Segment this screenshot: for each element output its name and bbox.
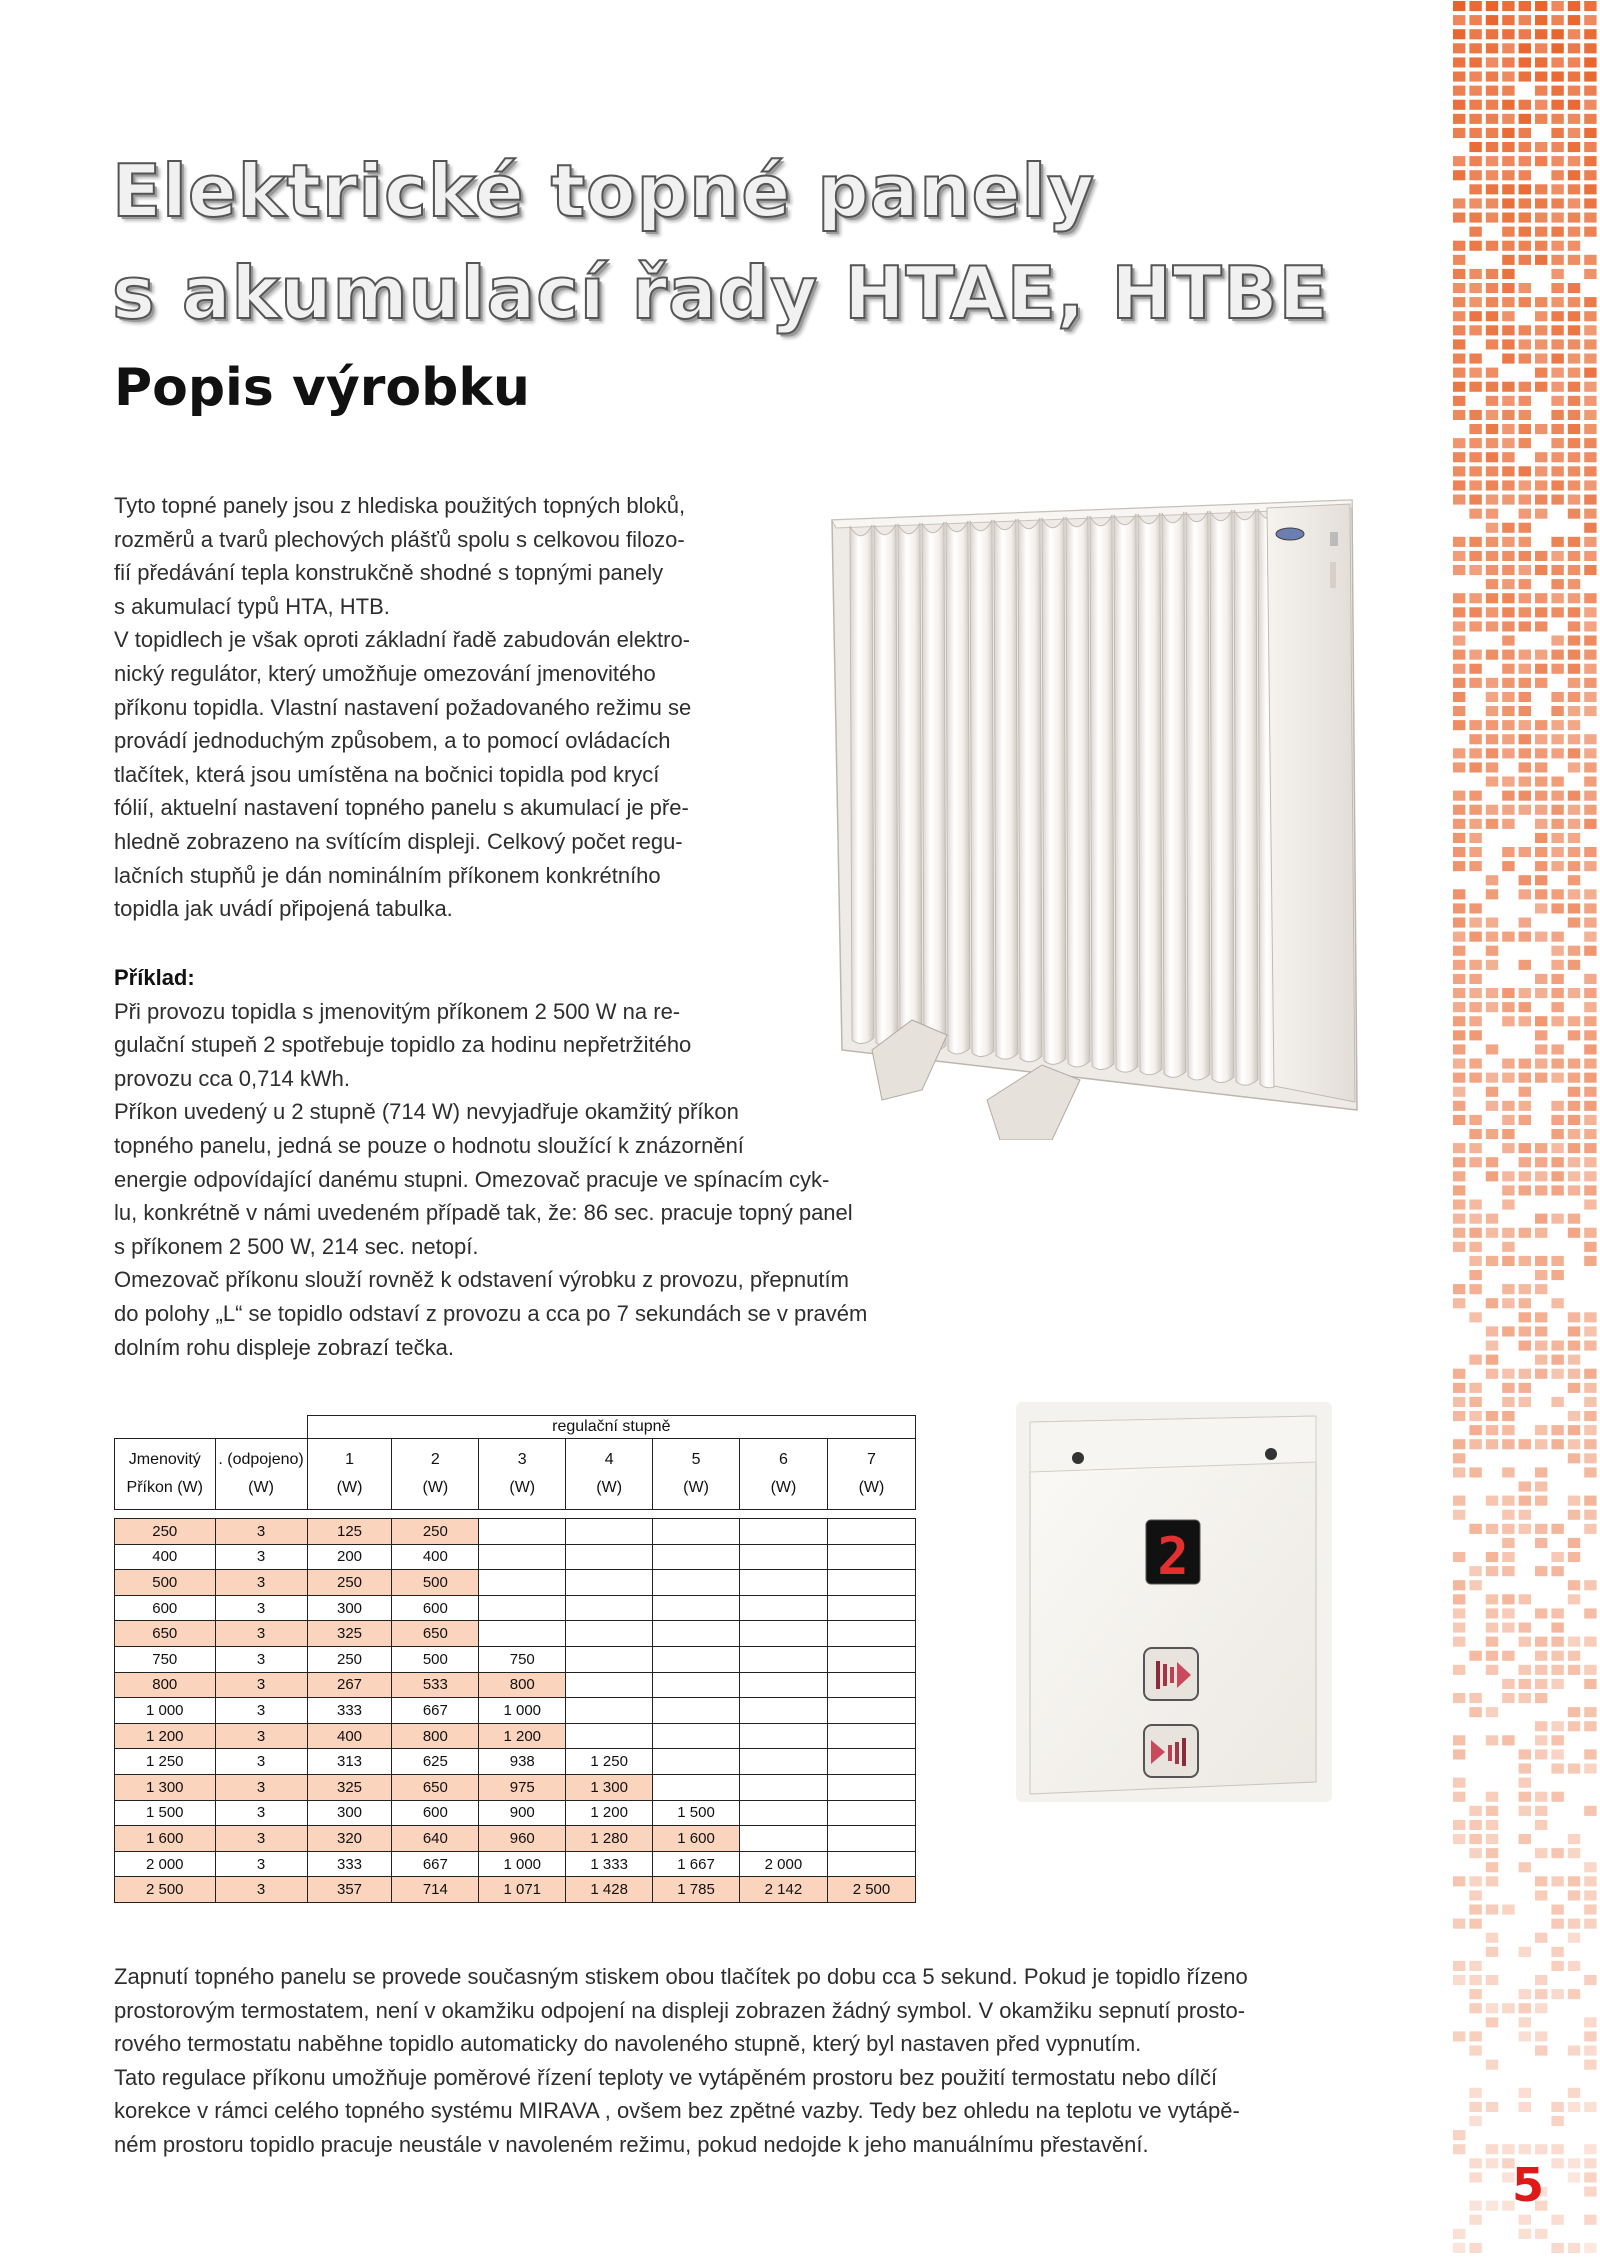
table-cell xyxy=(566,1723,653,1749)
example-line: gulační stupeň 2 spotřebuje topidlo za hodinu nepřetržitého xyxy=(114,1032,692,1058)
table-cell: 600 xyxy=(392,1595,479,1621)
table-cell: 400 xyxy=(307,1723,392,1749)
table-row xyxy=(115,1595,916,1621)
column-header-text: (W) xyxy=(858,1479,885,1496)
radiator-fin xyxy=(994,519,1018,1059)
table-cell: 1 280 xyxy=(566,1826,653,1852)
table-cell xyxy=(739,1826,827,1852)
table-cell: 650 xyxy=(115,1621,216,1647)
title-line-2: s akumulací řady HTAE, HTBE xyxy=(112,251,1329,335)
table-cell: 1 600 xyxy=(115,1826,216,1852)
table-row xyxy=(115,1646,916,1672)
table-cell xyxy=(739,1621,827,1647)
table-cell xyxy=(739,1646,827,1672)
column-header-text: . (odpojeno) xyxy=(218,1451,304,1468)
table-cell: 3 xyxy=(215,1877,307,1903)
table-cell xyxy=(739,1519,827,1545)
table-cell: 3 xyxy=(215,1544,307,1570)
radiator-fin xyxy=(1042,517,1066,1064)
table-cell: 1 785 xyxy=(653,1877,740,1903)
table-cell: 800 xyxy=(479,1672,566,1698)
table-cell: 333 xyxy=(307,1851,392,1877)
table-cell xyxy=(827,1595,915,1621)
intro-line: lačních stupňů je dán nominálním příkonem konkrétního xyxy=(114,862,661,888)
table-cell: 3 xyxy=(215,1723,307,1749)
table-cell xyxy=(827,1698,915,1724)
table-cell: 325 xyxy=(307,1621,392,1647)
table-cell: 1 071 xyxy=(479,1877,566,1903)
table-row xyxy=(115,1723,916,1749)
example-line: s příkonem 2 500 W, 214 sec. netopí. xyxy=(114,1233,479,1259)
intro-line: topidla jak uvádí připojená tabulka. xyxy=(114,896,453,922)
table-row xyxy=(115,1672,916,1698)
table-cell xyxy=(566,1519,653,1545)
table-row xyxy=(115,1621,916,1647)
decorative-mosaic-strip xyxy=(1452,0,1600,2263)
radiator-fin xyxy=(874,524,898,1046)
table-cell xyxy=(739,1723,827,1749)
table-cell: 625 xyxy=(392,1749,479,1775)
radiator-fin xyxy=(1066,516,1090,1067)
table-cell: 3 xyxy=(215,1672,307,1698)
radiator-fin xyxy=(946,521,970,1054)
table-cell: 714 xyxy=(392,1877,479,1903)
table-cell xyxy=(653,1672,740,1698)
table-cell: 3 xyxy=(215,1749,307,1775)
title-line-1: Elektrické topné panely xyxy=(112,149,1096,233)
table-cell: 400 xyxy=(115,1544,216,1570)
table-cell: 1 250 xyxy=(566,1749,653,1775)
table-cell: 800 xyxy=(115,1672,216,1698)
table-cell: 250 xyxy=(115,1519,216,1545)
table-cell: 1 000 xyxy=(479,1698,566,1724)
column-header-text: 5 xyxy=(691,1451,701,1468)
table-cell xyxy=(653,1621,740,1647)
table-cell xyxy=(827,1723,915,1749)
intro-line: nický regulátor, který umožňuje omezování jmenovitého xyxy=(114,660,656,686)
table-cell xyxy=(566,1570,653,1596)
column-header-text: 7 xyxy=(867,1451,876,1468)
column-header-text: (W) xyxy=(509,1479,536,1496)
table-cell xyxy=(479,1570,566,1596)
table-cell: 600 xyxy=(392,1800,479,1826)
table-cell: 1 300 xyxy=(115,1774,216,1800)
table-cell: 3 xyxy=(215,1621,307,1647)
table-cell xyxy=(827,1570,915,1596)
table-cell: 1 200 xyxy=(115,1723,216,1749)
table-cell: 320 xyxy=(307,1826,392,1852)
example-line: Příkon uvedený u 2 stupně (714 W) nevyjadřuje okamžitý příkon xyxy=(114,1099,739,1125)
column-header-text: (W) xyxy=(596,1479,623,1496)
column-header-text: (W) xyxy=(683,1479,709,1496)
display-digit: 2 xyxy=(1157,1527,1189,1587)
table-row xyxy=(115,1544,916,1570)
table-cell: 1 250 xyxy=(115,1749,216,1775)
table-cell: 1 333 xyxy=(566,1851,653,1877)
table-cell: 333 xyxy=(307,1698,392,1724)
column-header xyxy=(115,1439,216,1510)
table-cell: 3 xyxy=(215,1774,307,1800)
table-cell: 250 xyxy=(307,1646,392,1672)
table-cell: 1 000 xyxy=(479,1851,566,1877)
table-row xyxy=(115,1519,916,1545)
bottom-line: Tato regulace příkonu umožňuje poměrové řízení teploty ve vytápěném prostoru bez použití termostatu nebo dílčí xyxy=(114,2064,1218,2090)
group-header-regulation-steps: regulační stupně xyxy=(307,1416,915,1439)
table-cell: 1 200 xyxy=(479,1723,566,1749)
column-header-text: (W) xyxy=(422,1479,449,1496)
table-cell: 1 300 xyxy=(566,1774,653,1800)
table-cell: 3 xyxy=(215,1519,307,1545)
table-cell: 2 500 xyxy=(115,1877,216,1903)
column-header xyxy=(739,1439,827,1510)
table-cell: 3 xyxy=(215,1851,307,1877)
table-cell: 960 xyxy=(479,1826,566,1852)
table-cell xyxy=(566,1698,653,1724)
column-header-text: Příkon (W) xyxy=(126,1479,203,1496)
column-header-text: 1 xyxy=(345,1451,354,1468)
table-cell: 3 xyxy=(215,1800,307,1826)
table-row xyxy=(115,1800,916,1826)
table-cell: 3 xyxy=(215,1595,307,1621)
table-cell xyxy=(566,1672,653,1698)
table-cell xyxy=(739,1698,827,1724)
intro-line: provádí jednoduchým způsobem, a to pomocí ovládacích xyxy=(114,728,671,754)
table-cell xyxy=(827,1646,915,1672)
table-cell: 313 xyxy=(307,1749,392,1775)
example-heading: Příklad: xyxy=(114,965,195,990)
table-cell xyxy=(566,1544,653,1570)
radiator-fin xyxy=(1114,514,1138,1072)
intro-line: příkonu topidla. Vlastní nastavení požadovaného režimu se xyxy=(114,694,692,720)
table-cell: 900 xyxy=(479,1800,566,1826)
table-cell xyxy=(827,1519,915,1545)
column-header-text: (W) xyxy=(336,1479,363,1496)
table-cell: 975 xyxy=(479,1774,566,1800)
table-row xyxy=(115,1774,916,1800)
table-row xyxy=(115,1877,916,1903)
table-cell: 125 xyxy=(307,1519,392,1545)
radiator-fin xyxy=(1162,512,1186,1077)
table-cell: 325 xyxy=(307,1774,392,1800)
table-cell xyxy=(653,1749,740,1775)
bottom-line: rového termostatu naběhne topidlo automaticky do navoleného stupně, který byl nastaven před vypnutím. xyxy=(114,2031,1142,2057)
table-cell xyxy=(827,1621,915,1647)
table-cell: 2 000 xyxy=(739,1851,827,1877)
radiator-illustration xyxy=(812,490,1372,1140)
column-header-text: Jmenovitý xyxy=(128,1451,201,1468)
table-cell: 1 000 xyxy=(115,1698,216,1724)
intro-line: Tyto topné panely jsou z hlediska použitých topných bloků, xyxy=(114,493,686,518)
table-cell xyxy=(739,1570,827,1596)
table-cell: 200 xyxy=(307,1544,392,1570)
table-cell xyxy=(653,1698,740,1724)
table-cell xyxy=(566,1621,653,1647)
screw-icon xyxy=(1072,1452,1084,1464)
table-cell xyxy=(653,1570,740,1596)
radiator-fin xyxy=(1234,509,1258,1085)
radiator-fin xyxy=(1090,515,1114,1070)
table-cell xyxy=(479,1595,566,1621)
radiator-fin xyxy=(970,520,994,1057)
table-cell xyxy=(479,1519,566,1545)
column-header xyxy=(307,1439,392,1510)
table-cell xyxy=(739,1774,827,1800)
column-header xyxy=(392,1439,479,1510)
table-cell xyxy=(827,1826,915,1852)
table-cell xyxy=(479,1621,566,1647)
section-heading: Popis výrobku xyxy=(114,358,530,418)
table-cell: 650 xyxy=(392,1621,479,1647)
table-cell xyxy=(827,1672,915,1698)
intro-line: V topidlech je však oproti základní řadě zabudován elektro- xyxy=(114,627,691,653)
table-cell: 2 142 xyxy=(739,1877,827,1903)
table-cell xyxy=(739,1749,827,1775)
table-cell xyxy=(653,1595,740,1621)
column-header xyxy=(215,1439,307,1510)
table-cell xyxy=(653,1646,740,1672)
column-header xyxy=(566,1439,653,1510)
table-cell: 1 428 xyxy=(566,1877,653,1903)
page-title xyxy=(112,140,1329,344)
control-panel-illustration xyxy=(1016,1402,1332,1802)
table-cell: 3 xyxy=(215,1698,307,1724)
radiator-fin xyxy=(922,522,946,1051)
column-header-text: 3 xyxy=(517,1451,527,1468)
table-cell: 667 xyxy=(392,1851,479,1877)
intro-line: fólií, aktuelní nastavení topného panelu s akumulací je pře- xyxy=(114,795,689,821)
bottom-paragraph xyxy=(114,1960,1248,2162)
table-cell: 500 xyxy=(392,1646,479,1672)
example-line: dolním rohu displeje zobrazí tečka. xyxy=(114,1334,454,1360)
column-header xyxy=(479,1439,566,1510)
bottom-line: ném prostoru topidlo pracuje neustále v navoleném režimu, pokud nedojde k jeho manuálnímu přestavění. xyxy=(114,2131,1149,2157)
table-cell: 600 xyxy=(115,1595,216,1621)
table-cell xyxy=(827,1851,915,1877)
example-line: do polohy „L“ se topidlo odstaví z provozu a cca po 7 sekundách se v pravém xyxy=(114,1300,868,1326)
table-cell: 500 xyxy=(392,1570,479,1596)
table-cell: 938 xyxy=(479,1749,566,1775)
table-cell: 1 600 xyxy=(653,1826,740,1852)
table-cell xyxy=(827,1800,915,1826)
table-cell: 1 500 xyxy=(653,1800,740,1826)
bottom-line: Zapnutí topného panelu se provede současným stiskem obou tlačítek po dobu cca 5 sekund. Pokud je topidlo řízeno xyxy=(114,1964,1248,1989)
example-line: energie odpovídající danému stupni. Omezovač pracuje ve spínacím cyk- xyxy=(114,1166,830,1192)
bottom-line: prostorovým termostatem, není v okamžiku odpojení na displeji zobrazen žádný symbol. V okamžiku sepnutí prosto- xyxy=(114,1997,1246,2023)
example-block xyxy=(114,961,867,1364)
radiator-fin xyxy=(1186,511,1210,1080)
table-cell: 667 xyxy=(392,1698,479,1724)
table-cell: 1 200 xyxy=(566,1800,653,1826)
table-cell: 533 xyxy=(392,1672,479,1698)
table-cell xyxy=(566,1646,653,1672)
column-header-text: (W) xyxy=(770,1479,797,1496)
table-cell xyxy=(739,1595,827,1621)
table-cell: 800 xyxy=(392,1723,479,1749)
screw-icon xyxy=(1265,1448,1277,1460)
table-cell: 2 500 xyxy=(827,1877,915,1903)
radiator-fin xyxy=(1210,510,1234,1083)
table-cell: 3 xyxy=(215,1826,307,1852)
table-cell xyxy=(653,1544,740,1570)
table-row xyxy=(115,1570,916,1596)
column-header-text: (W) xyxy=(248,1479,274,1496)
table-cell xyxy=(739,1672,827,1698)
column-header-text: 6 xyxy=(779,1451,788,1468)
table-cell xyxy=(566,1595,653,1621)
table-cell: 3 xyxy=(215,1570,307,1596)
table-cell: 750 xyxy=(115,1646,216,1672)
intro-line: rozměrů a tvarů plechových plášťů spolu s celkovou filozo- xyxy=(114,526,685,552)
intro-line: hledně zobrazeno na svítícím displeji. Celkový počet regu- xyxy=(114,828,683,854)
table-cell xyxy=(653,1723,740,1749)
table-cell xyxy=(653,1774,740,1800)
table-row xyxy=(115,1851,916,1877)
intro-line: s akumulací typů HTA, HTB. xyxy=(114,593,390,619)
regulation-table xyxy=(114,1415,916,1903)
table-cell: 1 500 xyxy=(115,1800,216,1826)
table-corner xyxy=(115,1416,308,1439)
table-cell: 500 xyxy=(115,1570,216,1596)
table-cell: 750 xyxy=(479,1646,566,1672)
table-cell xyxy=(827,1544,915,1570)
table-cell xyxy=(827,1749,915,1775)
column-header-text: 2 xyxy=(430,1451,440,1468)
example-line: lu, konkrétně v námi uvedeném případě tak, že: 86 sec. pracuje topný panel xyxy=(114,1200,853,1226)
radiator-fin xyxy=(1018,518,1042,1062)
table-row xyxy=(115,1698,916,1724)
table-cell: 3 xyxy=(215,1646,307,1672)
table-cell xyxy=(739,1544,827,1570)
table-cell xyxy=(739,1800,827,1826)
table-cell: 640 xyxy=(392,1826,479,1852)
page-number: 5 xyxy=(1512,2158,1545,2212)
intro-line: fií předávání tepla konstrukčně shodné s topnými panely xyxy=(114,560,664,586)
table-cell: 267 xyxy=(307,1672,392,1698)
radiator-fin xyxy=(1138,513,1162,1075)
table-cell: 1 667 xyxy=(653,1851,740,1877)
example-line: Při provozu topidla s jmenovitým příkonem 2 500 W na re- xyxy=(114,998,681,1024)
table-cell: 250 xyxy=(392,1519,479,1545)
example-line: provozu cca 0,714 kWh. xyxy=(114,1065,351,1091)
column-header xyxy=(827,1439,915,1510)
table-cell xyxy=(479,1544,566,1570)
bottom-line: korekce v rámci celého topného systému MIRAVA , ovšem bez zpětné vazby. Tedy bez ohledu na teplotu ve vytápě- xyxy=(114,2098,1240,2124)
table-cell: 300 xyxy=(307,1800,392,1826)
table-cell: 400 xyxy=(392,1544,479,1570)
table-cell xyxy=(827,1774,915,1800)
column-header xyxy=(653,1439,740,1510)
radiator-fin xyxy=(898,523,922,1049)
example-line: Omezovač příkonu slouží rovněž k odstavení výrobku z provozu, přepnutím xyxy=(114,1267,849,1293)
table-row xyxy=(115,1749,916,1775)
example-line: topného panelu, jedná se pouze o hodnotu sloužící k znázornění xyxy=(114,1132,744,1158)
table-cell: 2 000 xyxy=(115,1851,216,1877)
table-cell: 300 xyxy=(307,1595,392,1621)
column-header-text: 4 xyxy=(604,1451,614,1468)
table-row xyxy=(115,1826,916,1852)
table-cell xyxy=(653,1519,740,1545)
table-cell: 357 xyxy=(307,1877,392,1903)
intro-line: tlačítek, která jsou umístěna na bočnici topidla pod krycí xyxy=(114,761,660,787)
intro-paragraph xyxy=(114,489,691,926)
table-cell: 250 xyxy=(307,1570,392,1596)
table-cell: 650 xyxy=(392,1774,479,1800)
